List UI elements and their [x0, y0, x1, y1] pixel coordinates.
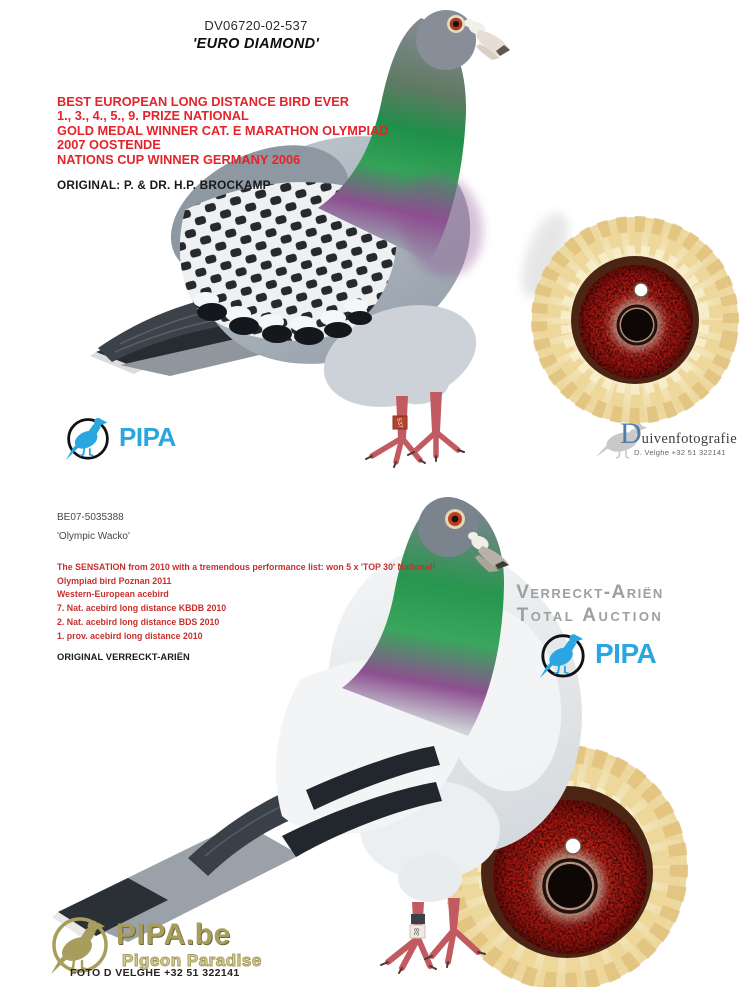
pipa-pigeon-icon [538, 627, 588, 681]
bottom-ring-number: BE07-5035388 [57, 512, 124, 523]
pipa-wordmark: PIPA [595, 638, 657, 669]
top-achievements [57, 95, 389, 167]
photographer-brand [620, 417, 737, 451]
pipa-wordmark: PIPA [119, 421, 176, 452]
achievement-line: GOLD MEDAL WINNER CAT. E MARATHON OLYMPIAD [57, 122, 389, 138]
achievement-line: 1. prov. acebird long distance 2010 [57, 630, 203, 641]
bottom-leg-band-dark [411, 914, 425, 924]
photographer-watermark [596, 417, 750, 465]
bottom-pigeon-head [418, 497, 478, 557]
achievement-line: Western-European acebird [57, 589, 169, 600]
top-leg-band-number: 537 [395, 417, 403, 429]
achievement-line: 1., 3., 4., 5., 9. PRIZE NATIONAL [57, 108, 249, 124]
top-bird-header [106, 18, 406, 52]
top-eye-pupil [621, 309, 653, 341]
bottom-bird-name: 'Olympic Wacko' [57, 531, 130, 542]
top-bird-name: 'EURO DIAMOND' [192, 36, 320, 52]
achievement-headline: The SENSATION from 2010 with a tremendous performance list: won 5 x 'TOP 30' National! [57, 562, 436, 572]
pipa-be-tagline: Pigeon Paradise [122, 951, 262, 970]
bottom-eye-pupil [548, 864, 592, 908]
pipa-pigeon-icon [64, 411, 112, 463]
achievement-line: BEST EUROPEAN LONG DISTANCE BIRD EVER [57, 94, 349, 109]
photographer-contact: D. Velghe +32 51 322141 [634, 448, 726, 457]
auction-title-line1: Verreckt-Ariën [516, 582, 664, 603]
photographer-brand-initial: D [620, 417, 642, 450]
top-pigeon-photo [90, 10, 510, 467]
bottom-owner: ORIGINAL VERRECKT-ARIËN [57, 652, 190, 662]
achievement-line: 7. Nat. acebird long distance KBDB 2010 [57, 603, 227, 614]
pipa-be-brand: PIPA.be [116, 918, 231, 951]
top-eye-photo [513, 206, 749, 434]
pipa-logo-top [64, 411, 176, 463]
top-ring-number: DV06720-02-537 [204, 18, 308, 33]
bottom-leg-band-number: 38 [413, 927, 422, 937]
achievement-line: NATIONS CUP WINNER GERMANY 2006 [57, 151, 301, 167]
auction-title-line2: Total Auction [516, 605, 664, 626]
pipa-logo-bottom [538, 627, 656, 681]
photo-credit: FOTO D VELGHE +32 51 322141 [70, 967, 240, 979]
achievement-line: 2. Nat. acebird long distance BDS 2010 [57, 616, 220, 627]
auction-heading [498, 582, 682, 627]
top-pigeon-head [416, 10, 476, 70]
achievement-line: Olympiad bird Poznan 2011 [57, 575, 172, 586]
pipa-be-watermark [44, 906, 304, 987]
achievement-line: 2007 OOSTENDE [57, 137, 161, 153]
photographer-brand-rest: uivenfotografie [641, 431, 738, 447]
bottom-eye-highlight [565, 838, 581, 854]
bottom-achievements [57, 561, 435, 643]
top-eye-highlight [634, 283, 648, 297]
top-owner: ORIGINAL: P. & DR. H.P. BROCKAMP [57, 178, 271, 192]
